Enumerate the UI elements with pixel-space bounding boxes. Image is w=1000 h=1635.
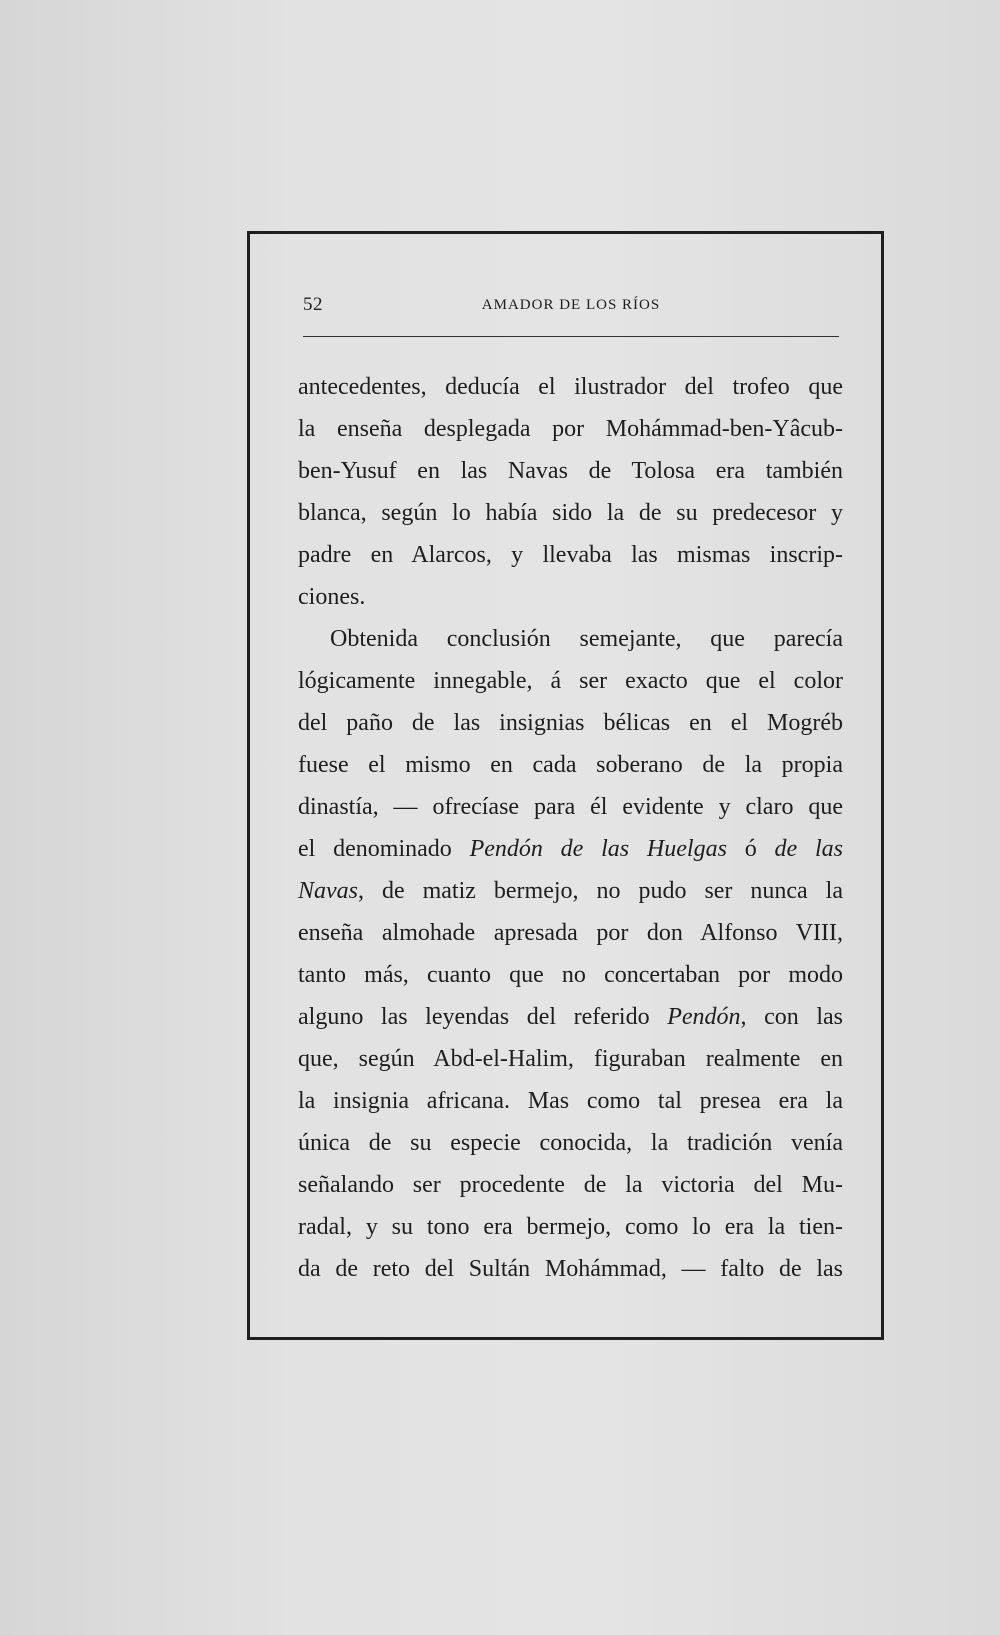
text-run: única de su especie conocida, la tradición venía: [298, 1130, 843, 1156]
text-run: la enseña desplegada por Mohámmad-ben-Yâcub-: [298, 416, 843, 442]
text-line: [298, 366, 843, 408]
text-line: [298, 954, 843, 996]
text-line: [298, 1164, 843, 1206]
text-line: [298, 996, 843, 1038]
text-line: [298, 1038, 843, 1080]
text-line: [298, 1248, 843, 1290]
text-run: enseña almohade apresada por don Alfonso VIII,: [298, 920, 843, 946]
text-run: señalando ser procedente de la victoria del Mu-: [298, 1172, 843, 1198]
italic-phrase: Navas: [298, 878, 358, 904]
text-run: , con las: [740, 1004, 843, 1030]
text-run: que, según Abd-el-Halim, figuraban realmente en: [298, 1046, 843, 1072]
text-run: el denominado: [298, 836, 470, 862]
text-line: [298, 912, 843, 954]
italic-phrase: Pendón: [667, 1004, 741, 1030]
text-run: alguno las leyendas del referido: [298, 1004, 668, 1030]
text-line: [298, 450, 843, 492]
text-run: radal, y su tono era bermejo, como lo era la tien-: [298, 1214, 843, 1240]
italic-phrase: Pendón de las Huelgas: [469, 836, 727, 862]
header-rule: [303, 336, 839, 337]
text-line: [298, 702, 843, 744]
text-line: [298, 786, 843, 828]
text-line: [298, 1122, 843, 1164]
text-run: padre en Alarcos, y llevaba las mismas inscrip-: [298, 542, 843, 568]
text-run: ó: [726, 836, 775, 862]
text-run: ciones.: [298, 584, 366, 610]
text-run: blanca, según lo había sido la de su predecesor y: [298, 500, 843, 526]
text-line: [298, 870, 843, 912]
text-line: [298, 408, 843, 450]
text-run: fuese el mismo en cada soberano de la propia: [298, 752, 843, 778]
text-run: , de matiz bermejo, no pudo ser nunca la: [358, 878, 843, 904]
text-line: [298, 492, 843, 534]
italic-phrase: de las: [774, 836, 844, 862]
text-line: [298, 744, 843, 786]
text-run: Obtenida conclusión semejante, que parecía: [330, 626, 843, 652]
text-line: [298, 1206, 843, 1248]
text-line: [298, 534, 843, 576]
text-run: del paño de las insignias bélicas en el Mogréb: [298, 710, 843, 736]
text-run: antecedentes, deducía el ilustrador del trofeo que: [298, 374, 843, 400]
text-line: [298, 1080, 843, 1122]
text-line: [298, 660, 843, 702]
text-run: da de reto del Sultán Mohámmad, — falto de las: [298, 1256, 843, 1282]
text-line: [298, 828, 843, 870]
text-run: la insignia africana. Mas como tal presea era la: [298, 1088, 843, 1114]
page-header: [303, 294, 839, 324]
text-run: tanto más, cuanto que no concertaban por modo: [298, 962, 843, 988]
text-run: lógicamente innegable, á ser exacto que el color: [298, 668, 843, 694]
text-run: ben-Yusuf en las Navas de Tolosa era también: [298, 458, 843, 484]
running-head: AMADOR DE LOS RÍOS: [481, 297, 661, 313]
text-run: dinastía, — ofrecíase para él evidente y claro que: [298, 794, 843, 820]
text-line: [298, 618, 843, 660]
page-number: 52: [303, 294, 323, 315]
body-text: [298, 366, 843, 1290]
text-line: [298, 576, 843, 618]
